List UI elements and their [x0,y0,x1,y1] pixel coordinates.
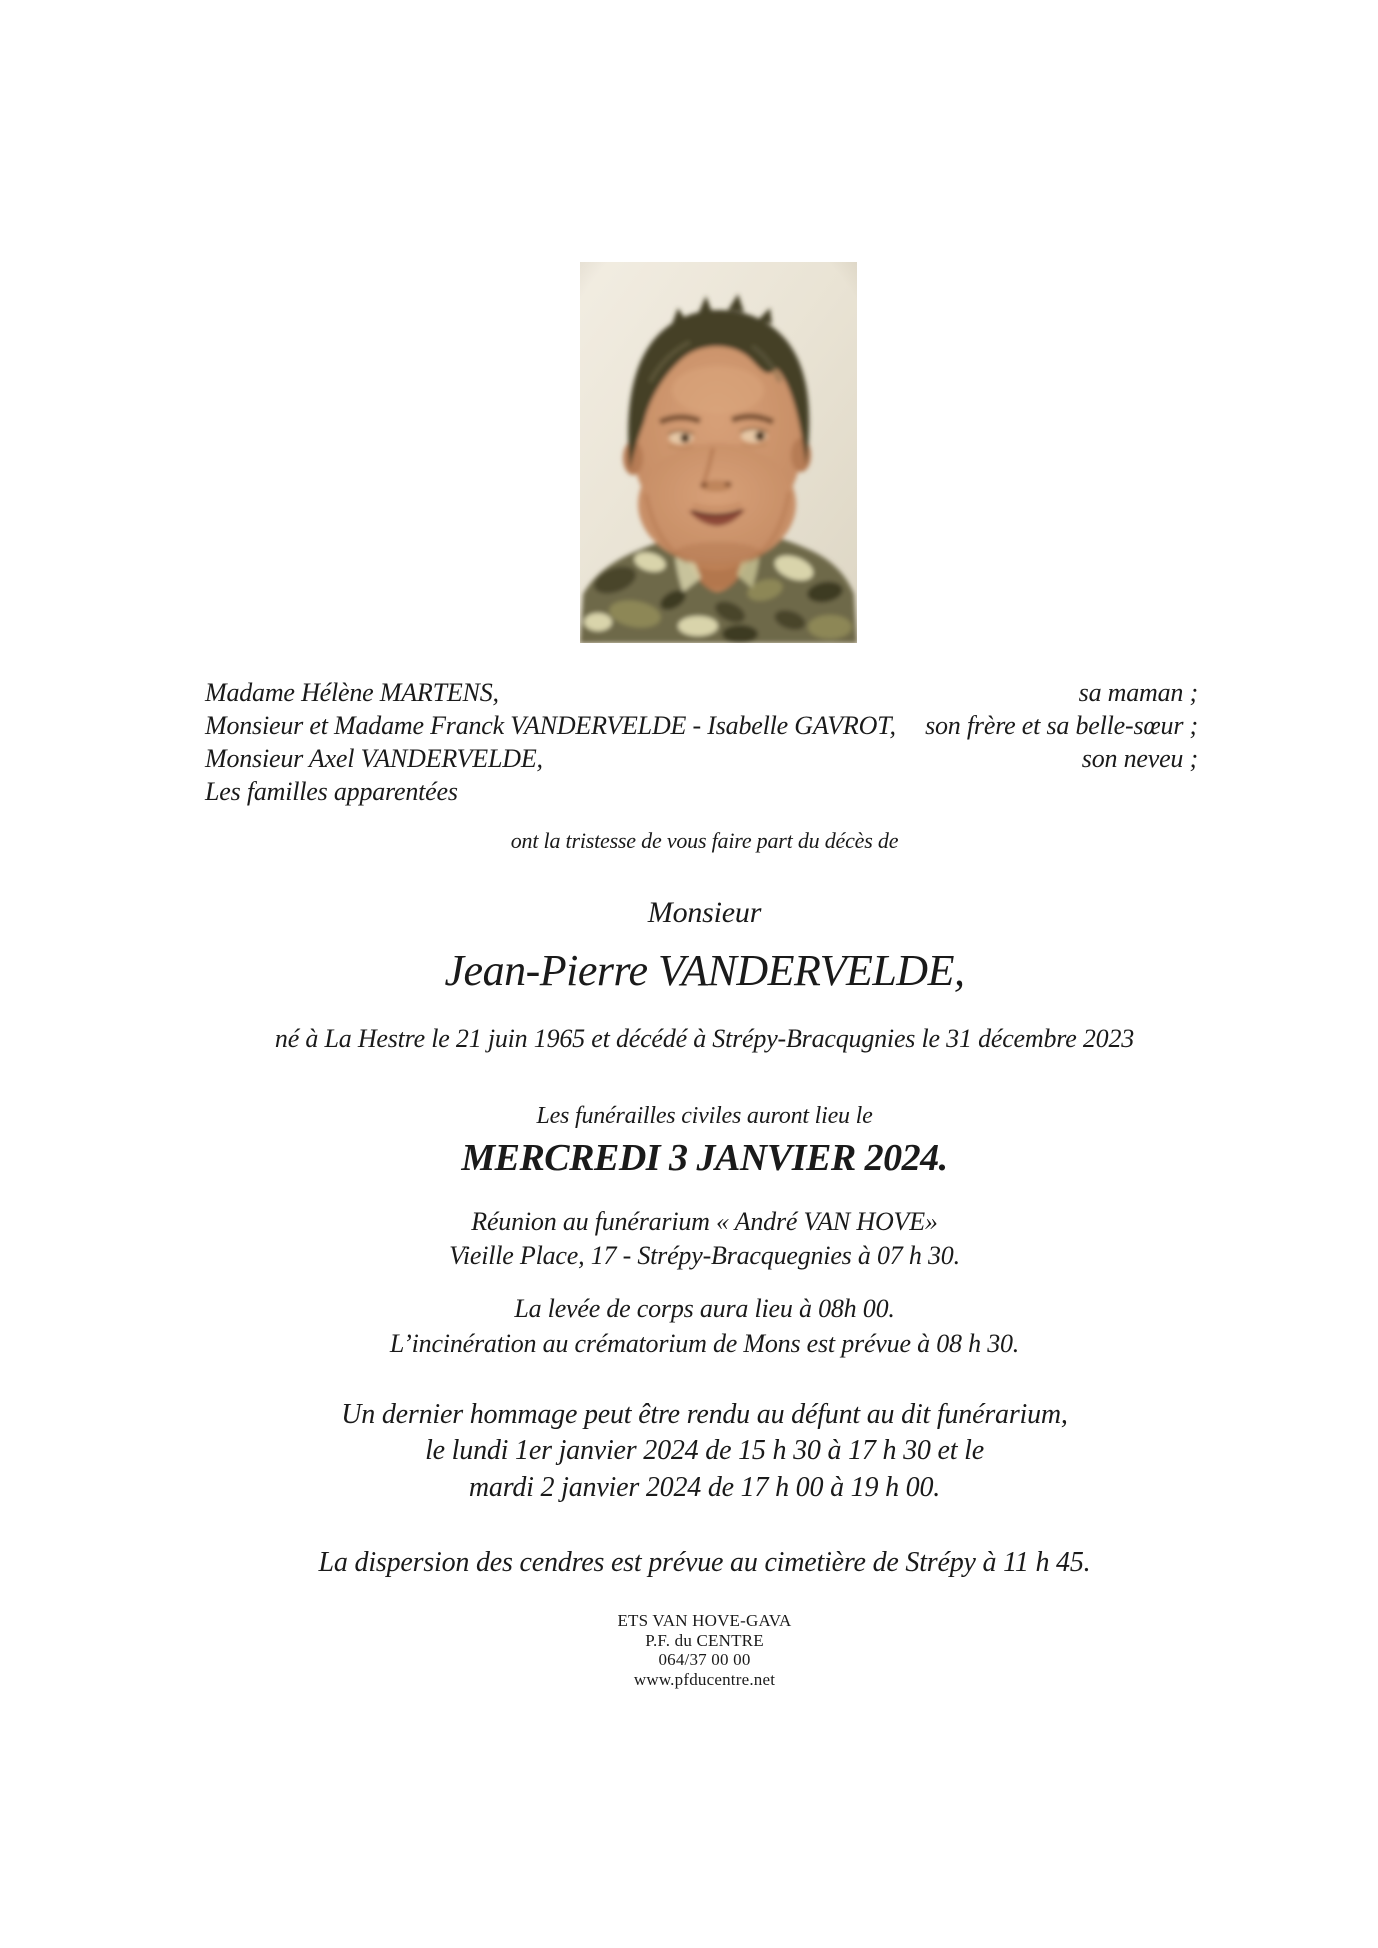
deceased-title: Monsieur [647,896,762,929]
hommage-line-3: mardi 2 janvier 2024 de 17 h 00 à 19 h 00. [468,1472,941,1503]
family-relation: son frère et sa belle-sœur ; [925,711,1198,740]
family-relation: sa maman ; [1078,678,1198,707]
levee-de-corps-line: La levée de corps aura lieu à 08h 00. [514,1294,895,1323]
funeral-home-phone: 064/37 00 00 [658,1650,751,1669]
incineration-line: L’incinération au crématorium de Mons est prévue à 08 h 30. [389,1329,1020,1358]
hommage-line-2: le lundi 1er janvier 2024 de 15 h 30 à 17 h 30 et le [425,1435,984,1466]
hommage-line-1: Un dernier hommage peut être rendu au défunt au dit funérarium, [341,1399,1068,1430]
funeral-meeting-place: Réunion au funérarium « André VAN HOVE» [471,1207,938,1236]
family-name: Madame Hélène MARTENS, [205,678,499,707]
funeral-home-website: www.pfducentre.net [633,1669,776,1689]
family-row [205,775,1198,808]
family-row [205,709,1198,742]
announcement-intro: ont la tristesse de vous faire part du décès de [510,828,899,853]
deceased-name: Jean-Pierre VANDERVELDE, [444,946,965,995]
portrait-photo [580,262,857,643]
family-row [205,676,1198,709]
family-name: Monsieur Axel VANDERVELDE, [205,744,543,773]
funeral-announce-line: Les funérailles civiles auront lieu le [536,1103,873,1129]
funeral-meeting-address: Vieille Place, 17 - Strépy-Bracquegnies à 07 h 30. [449,1241,960,1270]
family-name: Monsieur et Madame Franck VANDERVELDE - Isabelle GAVROT, [205,711,896,740]
life-dates: né à La Hestre le 21 juin 1965 et décédé à Strépy-Bracqugnies le 31 décembre 2023 [274,1024,1135,1053]
funeral-date: MERCREDI 3 JANVIER 2024. [461,1137,948,1179]
funeral-home-footer [199,1611,1210,1689]
funeral-home-company: ETS VAN HOVE-GAVA [617,1611,792,1630]
family-name: Les familles apparentées [205,777,458,806]
family-row [205,742,1198,775]
family-relation: son neveu ; [1081,744,1198,773]
funeral-home-brand: P.F. du CENTRE [645,1630,764,1650]
family-list [205,676,1198,808]
dispersion-line: La dispersion des cendres est prévue au cimetière de Strépy à 11 h 45. [318,1547,1091,1578]
